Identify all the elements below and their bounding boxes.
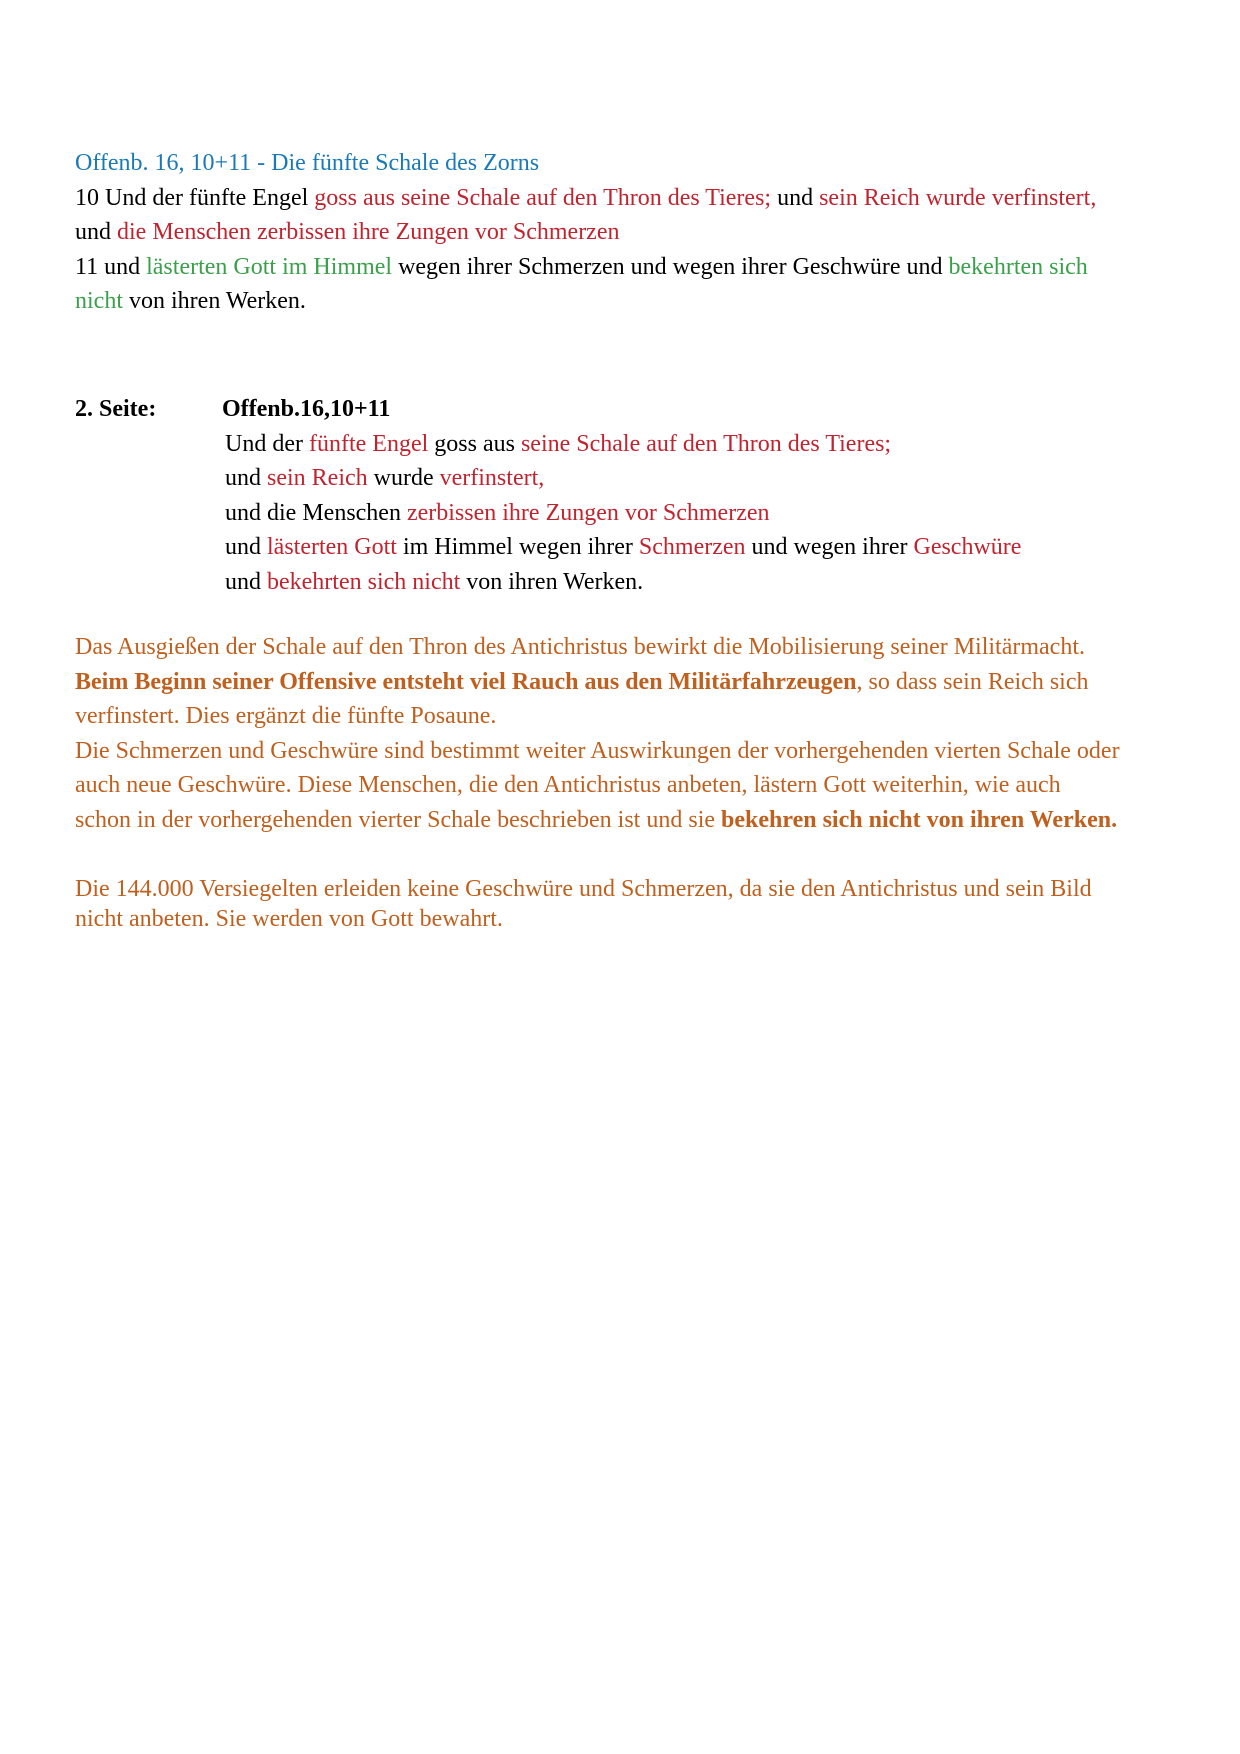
commentary-line — [75, 734, 1175, 769]
text-segment: und — [225, 534, 267, 560]
text-segment: und die Menschen — [225, 499, 407, 526]
commentary-line — [75, 630, 1175, 665]
commentary-line — [75, 699, 1175, 734]
text-segment: Beim Beginn seiner Offensive entsteht viel Rauch aus den Militärfahrzeugen — [75, 668, 857, 695]
verse-line — [75, 181, 1175, 216]
commentary-section — [75, 630, 1175, 837]
seite-verse-line — [222, 530, 1021, 565]
text-segment: von ihren Werken. — [123, 288, 306, 314]
verse-line — [75, 284, 1175, 319]
text-segment: Schmerzen — [638, 534, 746, 560]
verse-line — [75, 215, 1175, 250]
text-segment: bekehrten sich nicht — [267, 568, 461, 595]
seite-label: 2. Seite: — [75, 396, 157, 422]
text-segment: und — [75, 219, 117, 245]
text-segment: Geschwüre — [913, 534, 1022, 560]
text-segment: und — [225, 568, 267, 595]
text-segment: im Himmel wegen ihrer — [396, 534, 639, 560]
text-segment: 11 und — [75, 253, 147, 280]
section-heading: Offenb. 16, 10+11 - Die fünfte Schale des Zorns — [75, 150, 540, 176]
seite-verse-line — [222, 565, 1021, 600]
text-segment: und — [225, 465, 267, 491]
text-segment: Das Ausgießen der Schale auf den Thron des Antichristus bewirkt die Mobilisierung seiner Militärmacht. — [75, 634, 1086, 660]
text-segment: auch neue Geschwüre. Diese Menschen, die den Antichristus anbeten, lästern Gott weiterhin, wie auch — [75, 772, 1061, 798]
text-segment: und wegen ihrer — [745, 534, 914, 560]
seite-verse-lines — [222, 392, 1021, 599]
text-segment: zerbissen ihre Zungen vor Schmerzen — [406, 499, 770, 526]
text-segment: verfinstert. Dies ergänzt die fünfte Posaune. — [75, 703, 497, 729]
text-segment: , so dass sein Reich sich — [856, 668, 1089, 695]
seite-title: Offenb.16,10+11 — [222, 396, 391, 422]
text-segment: 10 Und der fünfte Engel — [75, 184, 315, 211]
seite-verse-line — [222, 461, 1021, 496]
text-segment: Und der — [225, 430, 309, 457]
text-segment: von ihren Werken. — [460, 568, 644, 595]
text-segment: fünfte Engel — [308, 430, 429, 457]
text-segment: sein Reich wurde verfinstert, — [819, 184, 1097, 211]
commentary-line — [75, 768, 1175, 803]
text-segment: die Menschen zerbissen ihre Zungen vor Schmerzen — [117, 219, 620, 245]
commentary-line — [75, 665, 1175, 700]
text-segment: lästerten Gott — [267, 534, 397, 560]
text-segment: goss aus seine Schale auf den Thron des Tieres; — [314, 184, 772, 211]
verse-lines — [75, 181, 1175, 319]
text-segment: verfinstert, — [439, 465, 545, 491]
verse-line — [75, 250, 1175, 285]
seite-verse-line — [222, 496, 1021, 531]
note-line: Die 144.000 Versiegelten erleiden keine Geschwüre und Schmerzen, da sie den Antichristus und sein Bild — [75, 876, 1092, 902]
text-segment: goss aus — [428, 430, 521, 457]
text-segment: nicht — [75, 288, 123, 314]
text-segment: bekehrten sich — [948, 253, 1088, 280]
text-segment: schon in der vorhergehenden vierter Schale beschrieben ist und sie — [75, 806, 722, 833]
text-segment: Die Schmerzen und Geschwüre sind bestimmt weiter Auswirkungen der vorhergehenden vierten Schale oder — [75, 737, 1120, 764]
text-segment: bekehren sich nicht von ihren Werken. — [721, 806, 1118, 833]
text-segment: sein Reich — [267, 465, 368, 491]
text-segment: seine Schale auf den Thron des Tieres; — [520, 430, 892, 457]
verse-section — [75, 146, 1175, 319]
note-line: nicht anbeten. Sie werden von Gott bewahrt. — [75, 906, 503, 932]
text-segment: und — [771, 184, 820, 211]
text-segment: wegen ihrer Schmerzen und wegen ihrer Geschwüre und — [392, 253, 949, 280]
text-segment: wurde — [367, 465, 440, 491]
seite-verse-line — [222, 427, 1021, 462]
note-section — [75, 874, 1175, 934]
text-segment: lästerten Gott im Himmel — [146, 253, 393, 280]
commentary-line — [75, 803, 1175, 838]
